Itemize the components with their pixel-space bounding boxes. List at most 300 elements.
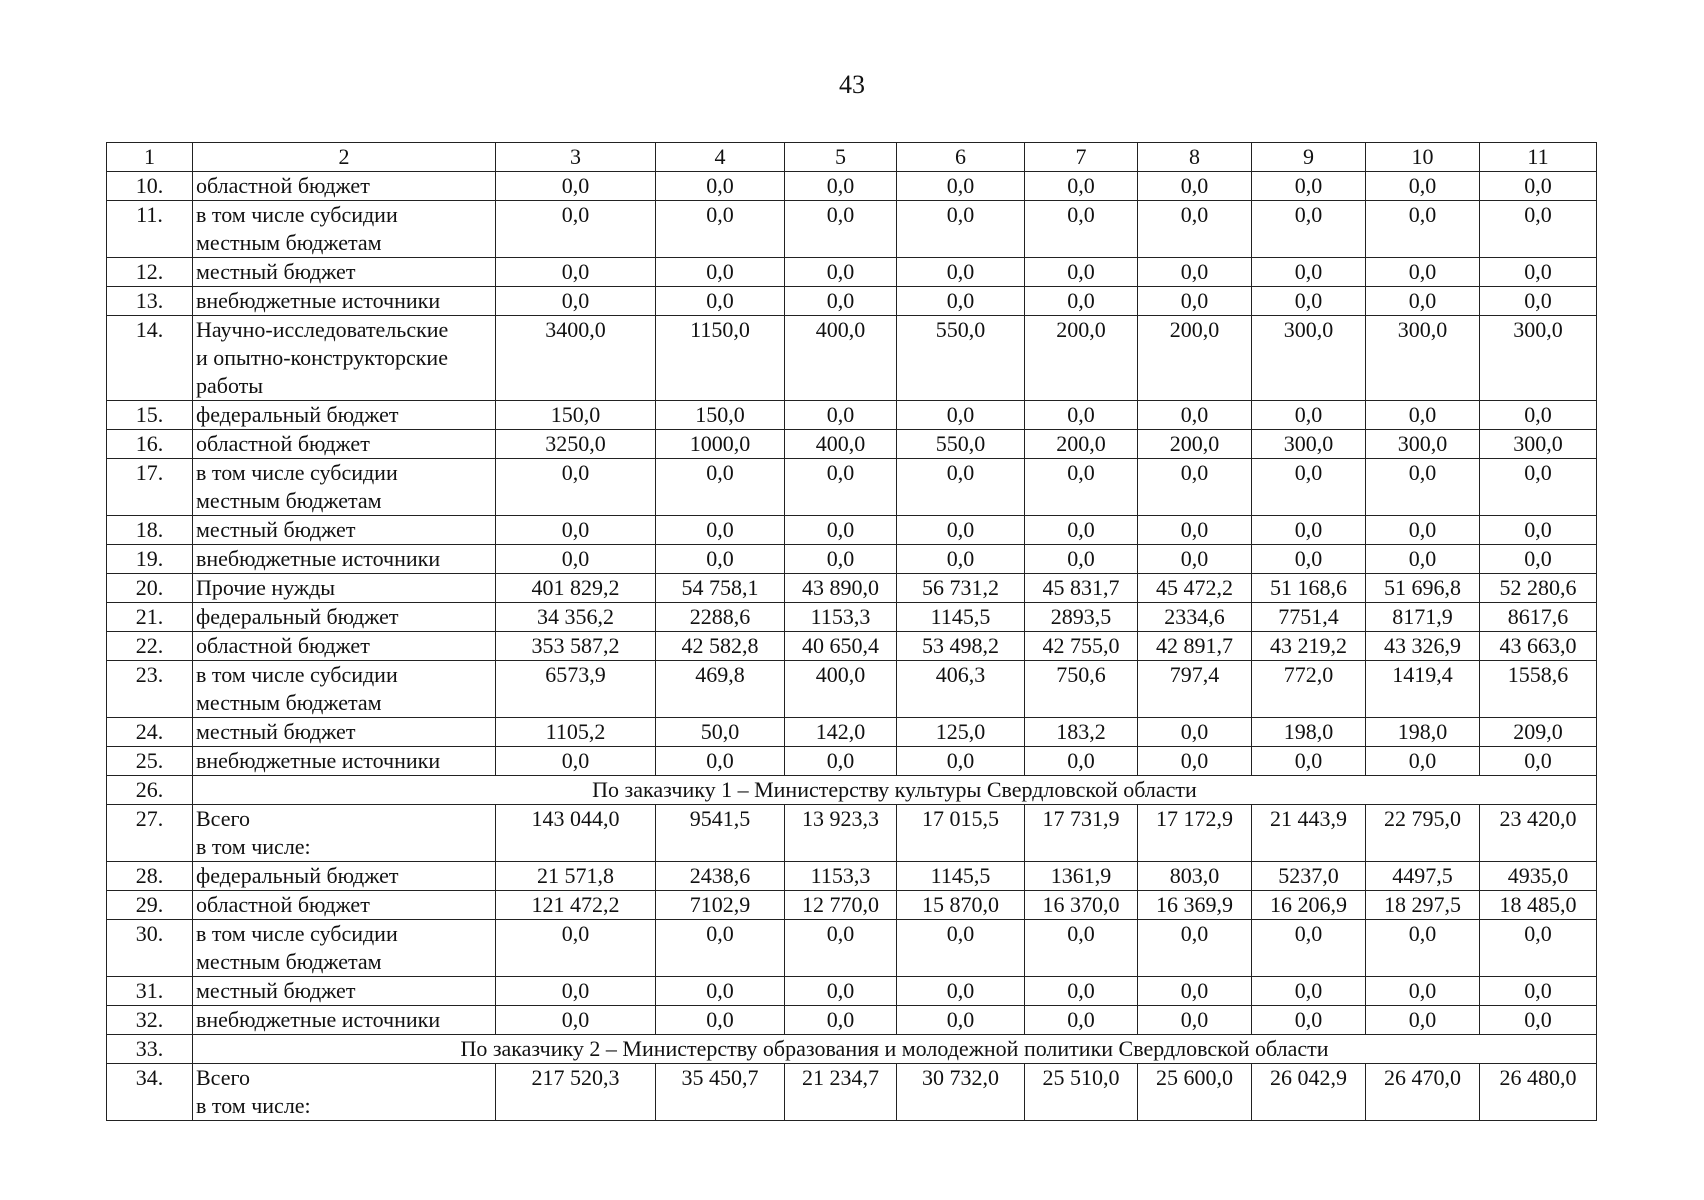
row-label-line: в том числе: [196, 834, 311, 859]
value-cell: 0,0 [1366, 747, 1480, 776]
row-label-line: внебюджетные источники [196, 748, 441, 773]
value-cell: 0,0 [1138, 172, 1252, 201]
value-cell: 0,0 [496, 459, 656, 516]
value-cell: 0,0 [897, 401, 1025, 430]
value-cell: 0,0 [785, 1006, 897, 1035]
value-cell: 0,0 [1138, 1006, 1252, 1035]
row-number: 26. [107, 776, 193, 805]
value-cell: 1419,4 [1366, 661, 1480, 718]
value-cell: 5237,0 [1252, 862, 1366, 891]
table-row [107, 574, 1597, 603]
value-cell: 17 172,9 [1138, 805, 1252, 862]
row-label [193, 718, 496, 747]
value-cell: 0,0 [1025, 459, 1138, 516]
value-cell: 0,0 [1138, 920, 1252, 977]
value-cell: 0,0 [1025, 258, 1138, 287]
value-cell: 0,0 [1252, 920, 1366, 977]
value-cell: 0,0 [785, 920, 897, 977]
value-cell: 0,0 [1366, 545, 1480, 574]
table-row [107, 1064, 1597, 1121]
value-cell: 300,0 [1252, 316, 1366, 401]
value-cell: 0,0 [656, 201, 785, 258]
value-cell: 35 450,7 [656, 1064, 785, 1121]
row-number: 29. [107, 891, 193, 920]
value-cell: 0,0 [1025, 920, 1138, 977]
row-number: 11. [107, 201, 193, 258]
value-cell: 300,0 [1480, 316, 1597, 401]
table-row [107, 891, 1597, 920]
value-cell: 0,0 [1366, 459, 1480, 516]
value-cell: 0,0 [1480, 516, 1597, 545]
value-cell: 0,0 [897, 287, 1025, 316]
value-cell: 0,0 [785, 258, 897, 287]
row-label-line: местный бюджет [196, 259, 356, 284]
value-cell: 0,0 [897, 459, 1025, 516]
value-cell: 0,0 [1252, 977, 1366, 1006]
column-header: 1 [107, 143, 193, 172]
value-cell: 0,0 [496, 201, 656, 258]
row-label [193, 632, 496, 661]
value-cell: 0,0 [1025, 201, 1138, 258]
value-cell: 300,0 [1366, 430, 1480, 459]
value-cell: 2334,6 [1138, 603, 1252, 632]
value-cell: 21 571,8 [496, 862, 656, 891]
row-label [193, 516, 496, 545]
value-cell: 0,0 [897, 1006, 1025, 1035]
row-label [193, 459, 496, 516]
value-cell: 1145,5 [897, 862, 1025, 891]
value-cell: 42 755,0 [1025, 632, 1138, 661]
value-cell: 0,0 [897, 977, 1025, 1006]
value-cell: 16 206,9 [1252, 891, 1366, 920]
row-label [193, 920, 496, 977]
row-label-line: местный бюджет [196, 978, 356, 1003]
value-cell: 0,0 [897, 516, 1025, 545]
table-row [107, 172, 1597, 201]
value-cell: 0,0 [1252, 747, 1366, 776]
value-cell: 0,0 [496, 258, 656, 287]
table-body [107, 172, 1597, 1121]
value-cell: 1000,0 [656, 430, 785, 459]
row-number: 22. [107, 632, 193, 661]
value-cell: 0,0 [656, 516, 785, 545]
row-label-line: местный бюджет [196, 719, 356, 744]
row-number: 27. [107, 805, 193, 862]
value-cell: 0,0 [1480, 920, 1597, 977]
value-cell: 43 663,0 [1480, 632, 1597, 661]
value-cell: 16 369,9 [1138, 891, 1252, 920]
row-label-line: областной бюджет [196, 633, 370, 658]
value-cell: 56 731,2 [897, 574, 1025, 603]
row-number: 20. [107, 574, 193, 603]
value-cell: 21 234,7 [785, 1064, 897, 1121]
value-cell: 40 650,4 [785, 632, 897, 661]
value-cell: 51 696,8 [1366, 574, 1480, 603]
value-cell: 0,0 [1252, 172, 1366, 201]
value-cell: 803,0 [1138, 862, 1252, 891]
value-cell: 34 356,2 [496, 603, 656, 632]
value-cell: 300,0 [1366, 316, 1480, 401]
row-label-line: работы [196, 373, 264, 398]
value-cell: 8617,6 [1480, 603, 1597, 632]
row-number: 18. [107, 516, 193, 545]
value-cell: 0,0 [785, 516, 897, 545]
row-label [193, 1006, 496, 1035]
section-title: По заказчику 1 – Министерству культуры Свердловской области [193, 776, 1597, 805]
row-label [193, 258, 496, 287]
table-row [107, 1006, 1597, 1035]
value-cell: 25 600,0 [1138, 1064, 1252, 1121]
value-cell: 16 370,0 [1025, 891, 1138, 920]
value-cell: 0,0 [785, 201, 897, 258]
column-header: 4 [656, 143, 785, 172]
row-number: 21. [107, 603, 193, 632]
value-cell: 0,0 [897, 201, 1025, 258]
table-row [107, 201, 1597, 258]
row-label [193, 316, 496, 401]
row-number: 13. [107, 287, 193, 316]
value-cell: 0,0 [496, 172, 656, 201]
value-cell: 0,0 [1480, 459, 1597, 516]
value-cell: 0,0 [1138, 718, 1252, 747]
value-cell: 0,0 [1025, 516, 1138, 545]
value-cell: 4935,0 [1480, 862, 1597, 891]
value-cell: 0,0 [785, 459, 897, 516]
row-label-line: областной бюджет [196, 173, 370, 198]
value-cell: 125,0 [897, 718, 1025, 747]
value-cell: 0,0 [1366, 977, 1480, 1006]
row-label-line: местным бюджетам [196, 230, 382, 255]
value-cell: 26 042,9 [1252, 1064, 1366, 1121]
column-header: 8 [1138, 143, 1252, 172]
value-cell: 53 498,2 [897, 632, 1025, 661]
value-cell: 121 472,2 [496, 891, 656, 920]
table-row [107, 258, 1597, 287]
value-cell: 7751,4 [1252, 603, 1366, 632]
table-header-row [107, 143, 1597, 172]
value-cell: 50,0 [656, 718, 785, 747]
row-label [193, 862, 496, 891]
value-cell: 0,0 [656, 747, 785, 776]
value-cell: 200,0 [1138, 430, 1252, 459]
value-cell: 0,0 [656, 1006, 785, 1035]
value-cell: 217 520,3 [496, 1064, 656, 1121]
value-cell: 0,0 [1366, 258, 1480, 287]
value-cell: 0,0 [1252, 516, 1366, 545]
value-cell: 45 472,2 [1138, 574, 1252, 603]
value-cell: 3400,0 [496, 316, 656, 401]
value-cell: 0,0 [1480, 201, 1597, 258]
table-row [107, 430, 1597, 459]
value-cell: 12 770,0 [785, 891, 897, 920]
value-cell: 400,0 [785, 661, 897, 718]
row-label-line: внебюджетные источники [196, 546, 441, 571]
value-cell: 1153,3 [785, 862, 897, 891]
row-label [193, 430, 496, 459]
value-cell: 26 470,0 [1366, 1064, 1480, 1121]
value-cell: 0,0 [1366, 287, 1480, 316]
row-number: 32. [107, 1006, 193, 1035]
table-row [107, 603, 1597, 632]
row-label [193, 201, 496, 258]
column-header: 5 [785, 143, 897, 172]
value-cell: 200,0 [1025, 316, 1138, 401]
value-cell: 0,0 [1252, 401, 1366, 430]
table-row [107, 516, 1597, 545]
value-cell: 0,0 [1138, 459, 1252, 516]
value-cell: 17 015,5 [897, 805, 1025, 862]
value-cell: 0,0 [656, 258, 785, 287]
value-cell: 0,0 [1025, 545, 1138, 574]
row-label-line: в том числе субсидии [196, 202, 398, 227]
value-cell: 0,0 [1252, 1006, 1366, 1035]
value-cell: 2893,5 [1025, 603, 1138, 632]
value-cell: 0,0 [1366, 172, 1480, 201]
value-cell: 0,0 [1025, 977, 1138, 1006]
value-cell: 1558,6 [1480, 661, 1597, 718]
value-cell: 0,0 [785, 747, 897, 776]
row-label-line: местным бюджетам [196, 949, 382, 974]
row-label-line: федеральный бюджет [196, 863, 399, 888]
table-row [107, 805, 1597, 862]
row-label-line: в том числе субсидии [196, 460, 398, 485]
value-cell: 300,0 [1252, 430, 1366, 459]
value-cell: 353 587,2 [496, 632, 656, 661]
value-cell: 0,0 [1366, 516, 1480, 545]
section-title: По заказчику 2 – Министерству образования и молодежной политики Свердловской области [193, 1035, 1597, 1064]
value-cell: 0,0 [656, 287, 785, 316]
value-cell: 0,0 [897, 258, 1025, 287]
value-cell: 183,2 [1025, 718, 1138, 747]
value-cell: 52 280,6 [1480, 574, 1597, 603]
value-cell: 0,0 [1138, 516, 1252, 545]
value-cell: 772,0 [1252, 661, 1366, 718]
row-label-line: федеральный бюджет [196, 604, 399, 629]
table-row [107, 401, 1597, 430]
row-number: 34. [107, 1064, 193, 1121]
value-cell: 43 326,9 [1366, 632, 1480, 661]
value-cell: 300,0 [1480, 430, 1597, 459]
value-cell: 0,0 [656, 172, 785, 201]
value-cell: 0,0 [1138, 747, 1252, 776]
row-label-line: местным бюджетам [196, 488, 382, 513]
value-cell: 750,6 [1025, 661, 1138, 718]
value-cell: 143 044,0 [496, 805, 656, 862]
value-cell: 0,0 [1366, 201, 1480, 258]
value-cell: 469,8 [656, 661, 785, 718]
value-cell: 0,0 [785, 287, 897, 316]
value-cell: 0,0 [656, 545, 785, 574]
value-cell: 0,0 [1480, 401, 1597, 430]
row-number: 24. [107, 718, 193, 747]
row-label [193, 545, 496, 574]
value-cell: 42 891,7 [1138, 632, 1252, 661]
value-cell: 0,0 [785, 401, 897, 430]
table-row [107, 287, 1597, 316]
value-cell: 18 297,5 [1366, 891, 1480, 920]
value-cell: 198,0 [1366, 718, 1480, 747]
value-cell: 0,0 [1138, 258, 1252, 287]
row-label [193, 603, 496, 632]
row-label-line: Научно-исследовательские [196, 317, 449, 342]
column-header: 2 [193, 143, 496, 172]
row-number: 28. [107, 862, 193, 891]
row-number: 12. [107, 258, 193, 287]
row-label [193, 287, 496, 316]
value-cell: 1153,3 [785, 603, 897, 632]
value-cell: 45 831,7 [1025, 574, 1138, 603]
value-cell: 0,0 [1480, 545, 1597, 574]
row-number: 16. [107, 430, 193, 459]
row-label-line: в том числе субсидии [196, 921, 398, 946]
value-cell: 22 795,0 [1366, 805, 1480, 862]
value-cell: 0,0 [1025, 401, 1138, 430]
value-cell: 0,0 [1480, 747, 1597, 776]
value-cell: 0,0 [496, 977, 656, 1006]
value-cell: 0,0 [1138, 977, 1252, 1006]
value-cell: 0,0 [496, 287, 656, 316]
row-label [193, 401, 496, 430]
table-row [107, 718, 1597, 747]
value-cell: 15 870,0 [897, 891, 1025, 920]
value-cell: 0,0 [1252, 287, 1366, 316]
value-cell: 0,0 [897, 545, 1025, 574]
row-label-line: местным бюджетам [196, 690, 382, 715]
value-cell: 9541,5 [656, 805, 785, 862]
row-label [193, 891, 496, 920]
value-cell: 0,0 [1138, 401, 1252, 430]
table-row [107, 545, 1597, 574]
value-cell: 21 443,9 [1252, 805, 1366, 862]
column-header: 3 [496, 143, 656, 172]
value-cell: 30 732,0 [897, 1064, 1025, 1121]
row-label-line: областной бюджет [196, 892, 370, 917]
value-cell: 0,0 [897, 747, 1025, 776]
value-cell: 43 219,2 [1252, 632, 1366, 661]
value-cell: 0,0 [1252, 545, 1366, 574]
row-number: 30. [107, 920, 193, 977]
value-cell: 0,0 [1366, 920, 1480, 977]
row-number: 10. [107, 172, 193, 201]
value-cell: 0,0 [1366, 1006, 1480, 1035]
value-cell: 0,0 [1366, 401, 1480, 430]
value-cell: 0,0 [1138, 287, 1252, 316]
section-row [107, 1035, 1597, 1064]
value-cell: 8171,9 [1366, 603, 1480, 632]
value-cell: 0,0 [785, 545, 897, 574]
value-cell: 198,0 [1252, 718, 1366, 747]
value-cell: 0,0 [656, 977, 785, 1006]
value-cell: 401 829,2 [496, 574, 656, 603]
row-number: 31. [107, 977, 193, 1006]
value-cell: 4497,5 [1366, 862, 1480, 891]
value-cell: 150,0 [496, 401, 656, 430]
value-cell: 23 420,0 [1480, 805, 1597, 862]
row-label-line: и опытно-конструкторские [196, 345, 448, 370]
value-cell: 0,0 [1025, 1006, 1138, 1035]
value-cell: 17 731,9 [1025, 805, 1138, 862]
value-cell: 13 923,3 [785, 805, 897, 862]
value-cell: 0,0 [785, 172, 897, 201]
value-cell: 0,0 [656, 459, 785, 516]
value-cell: 43 890,0 [785, 574, 897, 603]
budget-table [106, 142, 1597, 1121]
column-header: 10 [1366, 143, 1480, 172]
value-cell: 2288,6 [656, 603, 785, 632]
value-cell: 7102,9 [656, 891, 785, 920]
row-label-line: в том числе субсидии [196, 662, 398, 687]
value-cell: 0,0 [656, 920, 785, 977]
value-cell: 1105,2 [496, 718, 656, 747]
row-label [193, 661, 496, 718]
row-label-line: Всего [196, 806, 250, 831]
row-label [193, 172, 496, 201]
column-header: 11 [1480, 143, 1597, 172]
value-cell: 0,0 [1025, 747, 1138, 776]
value-cell: 2438,6 [656, 862, 785, 891]
row-number: 15. [107, 401, 193, 430]
value-cell: 18 485,0 [1480, 891, 1597, 920]
row-number: 23. [107, 661, 193, 718]
value-cell: 0,0 [1252, 201, 1366, 258]
value-cell: 550,0 [897, 316, 1025, 401]
value-cell: 6573,9 [496, 661, 656, 718]
value-cell: 0,0 [1252, 459, 1366, 516]
row-label [193, 805, 496, 862]
value-cell: 1145,5 [897, 603, 1025, 632]
row-number: 19. [107, 545, 193, 574]
value-cell: 0,0 [785, 977, 897, 1006]
value-cell: 0,0 [496, 516, 656, 545]
value-cell: 406,3 [897, 661, 1025, 718]
table-row [107, 977, 1597, 1006]
row-label-line: Всего [196, 1065, 250, 1090]
value-cell: 0,0 [1025, 287, 1138, 316]
table-row [107, 316, 1597, 401]
row-label-line: в том числе: [196, 1093, 311, 1118]
table-row [107, 632, 1597, 661]
value-cell: 400,0 [785, 430, 897, 459]
value-cell: 0,0 [496, 747, 656, 776]
value-cell: 51 168,6 [1252, 574, 1366, 603]
value-cell: 200,0 [1138, 316, 1252, 401]
page-number: 43 [839, 70, 865, 99]
value-cell: 0,0 [1480, 172, 1597, 201]
value-cell: 200,0 [1025, 430, 1138, 459]
column-header: 9 [1252, 143, 1366, 172]
value-cell: 0,0 [1480, 1006, 1597, 1035]
row-label [193, 747, 496, 776]
value-cell: 26 480,0 [1480, 1064, 1597, 1121]
table-row [107, 459, 1597, 516]
value-cell: 550,0 [897, 430, 1025, 459]
section-row [107, 776, 1597, 805]
row-label-line: внебюджетные источники [196, 1007, 441, 1032]
value-cell: 54 758,1 [656, 574, 785, 603]
value-cell: 0,0 [496, 1006, 656, 1035]
column-header: 6 [897, 143, 1025, 172]
value-cell: 0,0 [1025, 172, 1138, 201]
row-label [193, 977, 496, 1006]
value-cell: 25 510,0 [1025, 1064, 1138, 1121]
value-cell: 142,0 [785, 718, 897, 747]
value-cell: 42 582,8 [656, 632, 785, 661]
value-cell: 0,0 [496, 545, 656, 574]
row-label [193, 1064, 496, 1121]
value-cell: 0,0 [897, 920, 1025, 977]
value-cell: 0,0 [897, 172, 1025, 201]
value-cell: 400,0 [785, 316, 897, 401]
